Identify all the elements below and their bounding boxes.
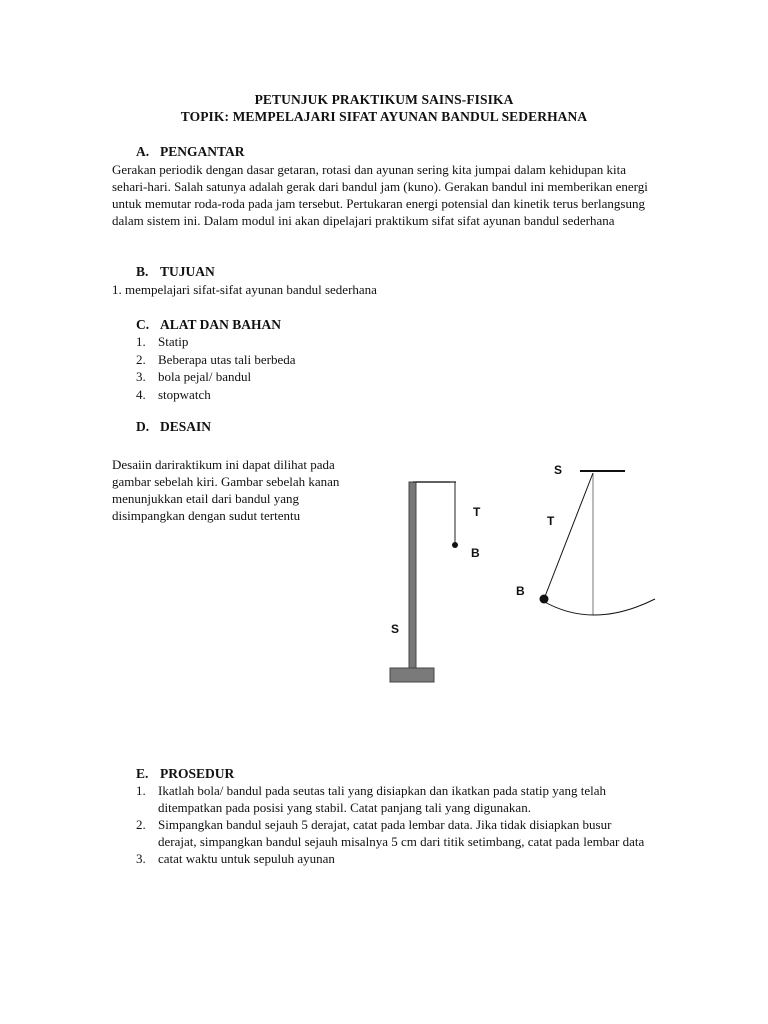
list-number: 3. [136,851,146,866]
section-heading-prosedur [136,766,234,782]
section-heading-pengantar [136,144,245,160]
list-text: Beberapa utas tali berbeda [158,351,296,367]
bob-ball-icon [540,595,549,604]
section-heading-desain [136,419,211,435]
bob-ball-icon [452,542,458,548]
section-letter: D. [136,419,150,434]
list-number: 4. [136,386,146,402]
list-number: 1. [136,783,146,798]
label-t-left: T [473,505,481,519]
list-text: bola pejal/ bandul [158,369,252,384]
prosedur-list [136,783,646,869]
list-number: 2. [136,817,146,832]
list-item [136,386,636,404]
list-text: Simpangkan bandul sejauh 5 derajat, catat pada lembar data. Jika tidak disiapkan busur derajat, simpangkan bandul sejauh misalnya 5 cm dari titik setimbang, catat pada lembar data [158,817,645,849]
section-title: PROSEDUR [160,766,235,781]
list-item [136,368,636,386]
label-s-right: S [554,463,563,477]
list-text: Ikatlah bola/ bandul pada seutas tali yang disiapkan dan ikatkan pada statip yang telah ditempatkan pada posisi yang stabil. Catat panjang tali yang digunakan. [158,783,606,815]
label-b-right: B [516,584,525,598]
deflected-string [544,473,593,599]
label-b-left: B [471,546,480,560]
section-letter: E. [136,766,149,781]
list-item [136,817,646,850]
list-text: catat waktu untuk sepuluh ayunan [158,851,335,866]
list-number: 1. [136,334,146,349]
section-title: TUJUAN [160,264,215,279]
desain-paragraph: Desaiin dariraktikum ini dapat dilihat pada gambar sebelah kiri. Gambar sebelah kanan menunjukkan etail dari bandul yang disimpangkan dengan sudut tertentu [112,457,340,523]
pendulum-deflected-figure [505,455,665,625]
section-title: ALAT DAN BAHAN [160,317,282,332]
section-letter: A. [136,144,150,159]
alat-list [136,333,636,403]
swing-arc [543,599,655,615]
pengantar-paragraph: Gerakan periodik dengan dasar getaran, rotasi dan ayunan sering kita jumpai dalam kehidupan kita sehari-hari. Salah satunya adalah gerak dari bandul jam (kuno). Gerakan bandul ini memberikan energi untuk memutar roda-roda pada jam tersebut. Pertukaran energi potensial dan kinetik terus berlangsung dalam sistem ini. Dalam modul ini akan dipelajari praktikum sifat sifat ayunan bandul sederhana [112,162,648,228]
section-title: DESAIN [160,419,212,434]
list-number: 2. [136,351,146,367]
section-letter: B. [136,264,149,279]
list-item [136,851,646,868]
list-item [136,333,636,351]
section-title: PENGANTAR [160,144,245,159]
document-title-line1: PETUNJUK PRAKTIKUM SAINS-FISIKA [254,92,514,107]
pendulum-left-figure [380,470,510,690]
list-number: 3. [136,369,146,384]
section-letter: C. [136,317,150,332]
tujuan-text: 1. mempelajari sifat-sifat ayunan bandul sederhana [112,282,377,297]
document-title-line2: TOPIK: MEMPELAJARI SIFAT AYUNAN BANDUL SEDERHANA [180,109,588,124]
list-text: stopwatch [158,386,211,402]
list-text: Statip [158,334,189,349]
label-t-right: T [547,514,555,528]
section-heading-alat [136,317,281,333]
section-heading-tujuan [136,264,215,280]
list-item [136,783,646,816]
label-s-left: S [391,622,400,636]
list-item [136,351,636,369]
